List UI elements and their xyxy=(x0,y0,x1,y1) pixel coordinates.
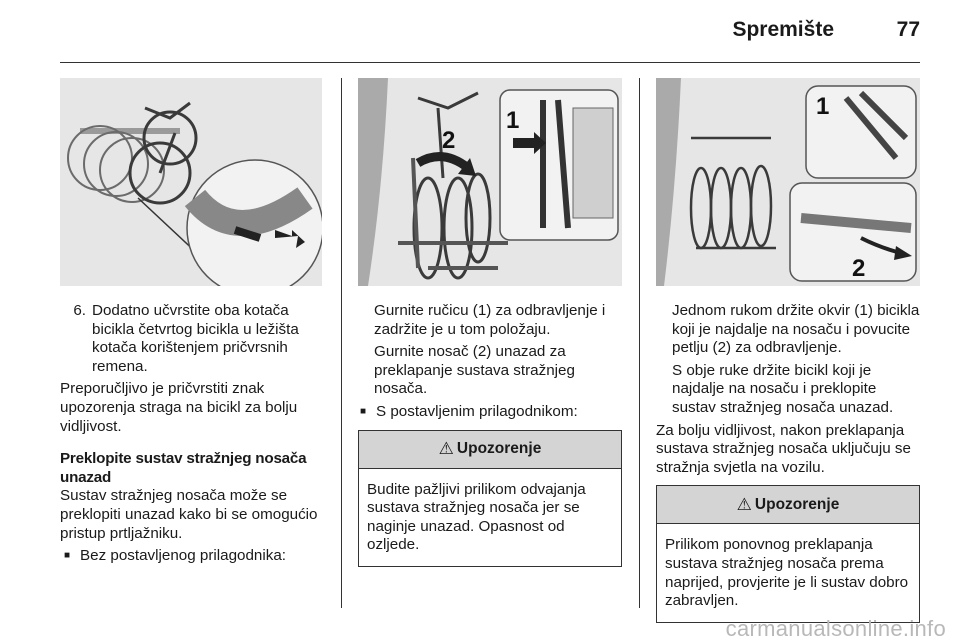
paragraph: Sustav stražnjeg nosača može se preklopiti unazad kako bi se omogućio pristup prtljažniku. xyxy=(60,487,318,542)
warning-text: Prilikom ponovnog preklapanja sustava stražnjeg nosača prema naprijed, provjerite je li sustav dobro zabravljen. xyxy=(665,536,909,610)
figure-label: 1 xyxy=(506,107,520,134)
column-3 xyxy=(656,78,920,623)
column-divider xyxy=(639,78,640,608)
paragraph: Za bolju vidljivost, nakon preklapanja sustava stražnjeg nosača uključuju se stražnja svjetla na vozilu. xyxy=(656,421,911,476)
page-number: 77 xyxy=(896,18,920,41)
bike-strap-illustration xyxy=(60,78,322,286)
column-1 xyxy=(60,78,322,570)
paragraph: Gurnite nosač (2) unazad za preklapanje sustava stražnjeg nosača. xyxy=(374,343,575,398)
page-header xyxy=(60,0,920,63)
column-2 xyxy=(358,78,622,567)
figure-label: 1 xyxy=(816,93,830,120)
rack-lever-illustration xyxy=(358,78,622,286)
watermark: carmanualsonline.info xyxy=(725,616,946,641)
warning-header: ⚠ Upozorenje xyxy=(359,431,621,469)
step-6: 6. Dodatno učvrstite oba kotača bicikla četvrtog bicikla u ležišta kotača korištenjem pričvrsnih remena. xyxy=(73,302,299,375)
paragraph: Preporučljivo je pričvrstiti znak upozorenja straga na bicikl za bolju vidljivost. xyxy=(60,380,298,435)
section-heading: Preklopite sustav stražnjeg nosača unazad xyxy=(60,450,307,486)
bullet-icon: ■ xyxy=(360,405,367,417)
figure-label: 2 xyxy=(852,255,866,282)
warning-box xyxy=(358,430,622,567)
bullet-item: ■ S postavljenim prilagodnikom: xyxy=(360,402,578,420)
figure-label: 2 xyxy=(442,127,456,154)
rack-loop-illustration xyxy=(656,78,920,286)
page-title: Spremište xyxy=(732,18,834,41)
paragraph: Jednom rukom držite okvir (1) bicikla koji je najdalje na nosaču i povucite petlju (2) za odbravljenje. xyxy=(672,302,920,357)
bullet-item: ■ Bez postavljenog prilagodnika: xyxy=(64,547,287,565)
warning-box xyxy=(656,485,920,622)
paragraph: Gurnite ručicu (1) za odbravljenje i zadržite je u tom položaju. xyxy=(374,302,606,338)
paragraph: S obje ruke držite bicikl koji je najdalje na nosaču i preklopite sustav stražnjeg nosača unazad. xyxy=(672,361,894,416)
warning-icon: ⚠ xyxy=(438,438,454,458)
warning-icon: ⚠ xyxy=(736,494,752,514)
warning-header: ⚠ Upozorenje xyxy=(657,486,919,524)
warning-text: Budite pažljivi prilikom odvajanja sustava stražnjeg nosača jer se naginje unazad. Opasnost od ozljede. xyxy=(367,480,586,554)
bullet-icon: ■ xyxy=(64,550,71,562)
column-divider xyxy=(341,78,342,608)
